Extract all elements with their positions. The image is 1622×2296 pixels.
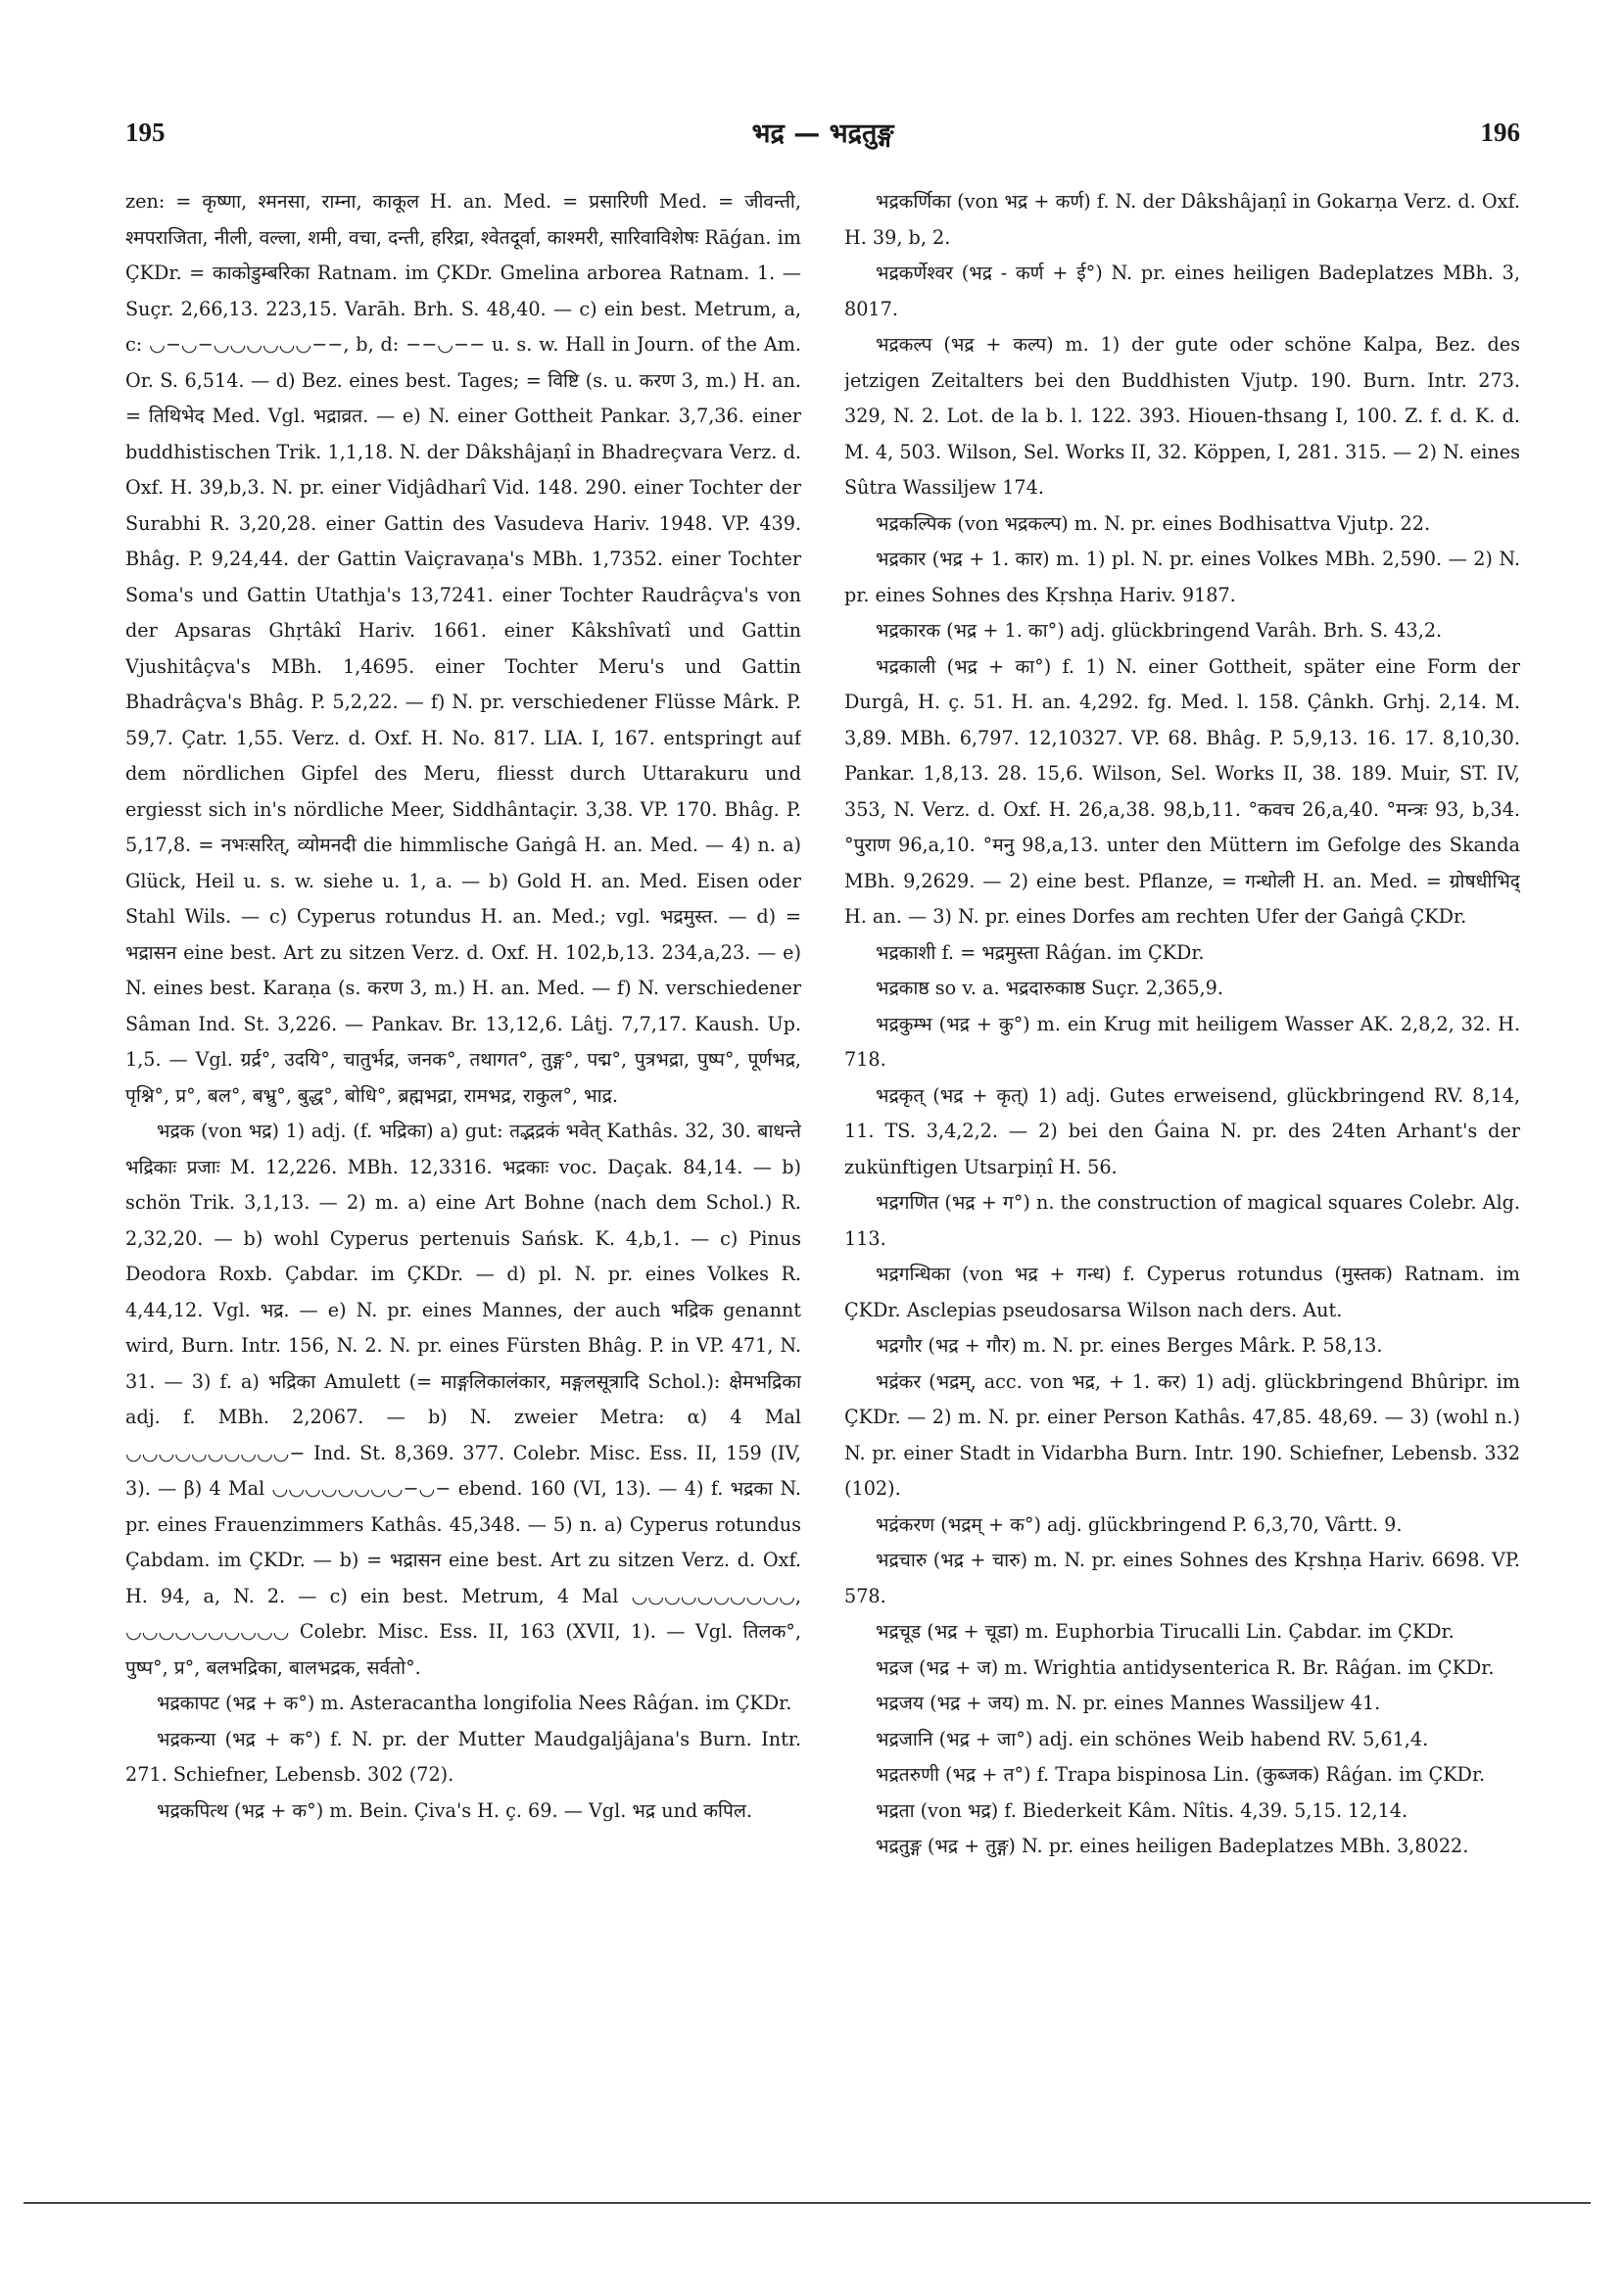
page-number-left: 195 bbox=[125, 118, 166, 147]
dictionary-entry: भद्रकुम्भ (भद्र + कु°) m. ein Krug mit heiligem Wasser AK. 2,8,2, 32. H. 718. bbox=[844, 1012, 1520, 1071]
dictionary-entry: zen: = कृष्णा, श्मनसा, राम्ना, काकूल H. an. Med. = प्रसारिणी Med. = जीवन्ती, श्मपराजिता, नीली, वल्ला, शमी, वचा, दन्ती, हरिद्रा, श्वेतदूर्वा, काश्मरी, सारिवाविशेषः Rāǵan. im ÇKDr. = काकोडुम्बरिका Ratnam. im ÇKDr. Gmelina arborea Ratnam. 1. — Suçr. 2,66,13. 223,15. Varāh. Brh. S. 48,40. — c) ein best. Metrum, a, c: ◡−◡−◡◡◡◡◡◡−−, b, d: −−◡−− u. s. w. Hall in Journ. of the Am. Or. S. 6,514. — d) Bez. eines best. Tages; = विष्टि (s. u. करण 3, m.) H. an. = तिथिभेद Med. Vgl. भद्राव्रत. — e) N. einer Gottheit Pankar. 3,7,36. einer buddhistischen Trik. 1,1,18. N. der Dâkshâjaṇî in Bhadreçvara Verz. d. Oxf. H. 39,b,3. N. pr. einer Vidjâdharî Vid. 148. 290. einer Tochter der Surabhi R. 3,20,28. einer Gattin des Vasudeva Hariv. 1948. VP. 439. Bhâg. P. 9,24,44. der Gattin Vaiçravaṇa's MBh. 1,7352. einer Tochter Soma's und Gattin Utathja's 13,7241. einer Tochter Raudrâçva's von der Apsaras Ghṛtâkî Hariv. 1661. einer Kâkshîvatî und Gattin Vjushitâçva's MBh. 1,4695. einer Tochter Meru's und Gattin Bhadrâçva's Bhâg. P. 5,2,22. — f) N. pr. verschiedener Flüsse Mârk. P. 59,7. Çatr. 1,55. Verz. d. Oxf. H. No. 817. LIA. I, 167. entspringt auf dem nördlichen Gipfel des Meru, fliesst durch Uttarakuru und ergiesst sich in's nördliche Meer, Siddhântaçir. 3,38. VP. 170. Bhâg. P. 5,17,8. = नभःसरित्, व्योमनदी die himmlische Gaṅgâ H. an. Med. — 4) n. a) Glück, Heil u. s. w. siehe u. 1, a. — b) Gold H. an. Med. Eisen oder Stahl Wils. — c) Cyperus rotundus H. an. Med.; vgl. भद्रमुस्त. — d) = भद्रासन eine best. Art zu sitzen Verz. d. Oxf. H. 102,b,13. 234,a,23. — e) N. eines best. Karaṇa (s. करण 3, m.) H. an. Med. — f) N. verschiedener Sâman Ind. St. 3,226. — Pankav. Br. 13,12,6. Lâṭj. 7,7,17. Kaush. Up. 1,5. — Vgl. ग्रर्द्र°, उदयि°, चातुर्भद्र, जनक°, तथागत°, तुङ्ग°, पद्म°, पुत्रभद्रा, पुष्प°, पूर्णभद्र, पृश्नि°, प्र°, बल°, बभ्रु°, बुद्ध°, बोधि°, ब्रह्मभद्रा, रामभद्र, राकुल°, भाद्र. bbox=[125, 190, 801, 1107]
catchwords: भद्र — भद्रतुङ्ग bbox=[751, 119, 894, 149]
dictionary-entry: भद्रतुङ्ग (भद्र + तुङ्ग) N. pr. eines heiligen Badeplatzes MBh. 3,8022. bbox=[876, 1835, 1469, 1857]
page-header bbox=[125, 118, 1520, 167]
dictionary-entry: भद्रता (von भद्र) f. Biederkeit Kâm. Nîtis. 4,39. 5,15. 12,14. bbox=[876, 1798, 1408, 1822]
dictionary-entry: भद्रकर्णेश्वर (भद्र - कर्ण + ई°) N. pr. eines heiligen Badeplatzes MBh. 3, 8017. bbox=[844, 262, 1520, 320]
dictionary-entry: भद्रक (von भद्र) 1) adj. (f. भद्रिका) a) gut: तद्भद्रकं भवेत् Kathâs. 32, 30. बाधन्ते भद्रिकाः प्रजाः M. 12,226. MBh. 12,3316. भद्रकाः voc. Daçak. 84,14. — b) schön Trik. 3,1,13. — 2) m. a) eine Art Bohne (nach dem Schol.) R. 2,32,20. — b) wohl Cyperus pertenuis Sańsk. K. 4,b,1. — c) Pinus Deodora Roxb. Çabdar. im ÇKDr. — d) pl. N. pr. eines Volkes R. 4,44,12. Vgl. भद्र. — e) N. pr. eines Mannes, der auch भद्रिक genannt wird, Burn. Intr. 156, N. 2. N. pr. eines Fürsten Bhâg. P. in VP. 471, N. 31. — 3) f. a) भद्रिका Amulett (= माङ्गलिकालंकार, मङ्गलसूत्रादि Schol.): क्षेमभद्रिका adj. f. MBh. 2,2067. — b) N. zweier Metra: α) 4 Mal ◡◡◡◡◡◡◡◡◡◡− Ind. St. 8,369. 377. Colebr. Misc. Ess. II, 159 (IV, 3). — β) 4 Mal ◡◡◡◡◡◡◡◡−◡− ebend. 160 (VI, 13). — 4) f. भद्रका N. pr. eines Frauenzimmers Kathâs. 45,348. — 5) n. a) Cyperus rotundus Çabdam. im ÇKDr. — b) = भद्रासन eine best. Art zu sitzen Verz. d. Oxf. H. 94, a, N. 2. — c) ein best. Metrum, 4 Mal ◡◡◡◡◡◡◡◡◡◡, ◡◡◡◡◡◡◡◡◡◡ Colebr. Misc. Ess. II, 163 (XVII, 1). — Vgl. तिलक°, पुष्प°, प्र°, बलभद्रिका, बालभद्रक, सर्वतो°. bbox=[125, 1120, 801, 1679]
bottom-rule bbox=[24, 2202, 1591, 2204]
dictionary-entry: भद्रजय (भद्र + जय) m. N. pr. eines Mannes Wassiljew 41. bbox=[876, 1692, 1381, 1714]
dictionary-entry: भद्रगणित (भद्र + ग°) n. the construction of magical squares Colebr. Alg. 113. bbox=[844, 1191, 1520, 1250]
dictionary-entry: भद्रकाली (भद्र + का°) f. 1) N. einer Gottheit, später eine Form der Durgâ, H. ç. 51. H. an. 4,292. fg. Med. l. 158. Çânkh. Grhj. 2,14. M. 3,89. MBh. 6,797. 12,10327. VP. 68. Bhâg. P. 5,9,13. 16. 17. 8,10,30. Pankar. 1,8,13. 28. 15,6. Wilson, Sel. Works II, 38. 189. Muir, ST. IV, 353, N. Verz. d. Oxf. H. 26,a,38. 98,b,11. °कवच 26,a,40. °मन्त्रः 93, b,34. °पुराण 96,a,10. °मनु 98,a,13. unter den Müttern im Gefolge des Skanda MBh. 9,2629. — 2) eine best. Pflanze, = गन्धोली H. an. Med. = ग्रोषधीभिद् H. an. — 3) N. pr. eines Dorfes am rechten Ufer der Gaṅgâ ÇKDr. bbox=[844, 654, 1520, 928]
dictionary-entry: भद्रचारु (भद्र + चारु) m. N. pr. eines Sohnes des Kṛshṇa Hariv. 6698. VP. 578. bbox=[844, 1549, 1520, 1607]
dictionary-entry: भद्रंकर (भद्रम्, acc. von भद्र, + 1. कर) 1) adj. glückbringend Bhûripr. im ÇKDr. — 2) m. N. pr. einer Person Kathâs. 47,85. 48,69. — 3) (wohl n.) N. pr. einer Stadt in Vidarbha Burn. Intr. 190. Schiefner, Lebensb. 332 (102). bbox=[844, 1369, 1520, 1500]
dictionary-entry: भद्रकारक (भद्र + 1. का°) adj. glückbringend Varâh. Brh. S. 43,2. bbox=[876, 619, 1443, 642]
dictionary-entry: भद्रकपित्थ (भद्र + क°) m. Bein. Çiva's H. ç. 69. — Vgl. भद्र und कपिल. bbox=[157, 1798, 753, 1822]
dictionary-entry: भद्रकर्णिका (von भद्र + कर्ण) f. N. der Dâkshâjaṇî in Gokarṇa Verz. d. Oxf. H. 39, b, 2. bbox=[844, 190, 1520, 249]
page-number-right: 196 bbox=[1480, 118, 1520, 147]
right-column bbox=[844, 184, 1520, 2099]
dictionary-entry: भद्रंकरण (भद्रम् + क°) adj. glückbringend P. 6,3,70, Vârtt. 9. bbox=[876, 1512, 1403, 1536]
dictionary-entry: भद्रजानि (भद्र + जा°) adj. ein schönes Weib habend RV. 5,61,4. bbox=[876, 1727, 1429, 1750]
left-column bbox=[125, 184, 801, 2099]
dictionary-entry: भद्रकल्पिक (von भद्रकल्प) m. N. pr. eines Bodhisattva Vjutp. 22. bbox=[876, 511, 1431, 535]
dictionary-entry: भद्रकृत् (भद्र + कृत्) 1) adj. Gutes erweisend, glückbringend RV. 8,14, 11. TS. 3,4,2,2. — 2) bei den Ǵaina N. pr. des 24ten Arhant's der zukünftigen Utsarpiṇî H. 56. bbox=[844, 1083, 1520, 1178]
dictionary-entry: भद्रज (भद्र + ज) m. Wrightia antidysenterica R. Br. Râǵan. im ÇKDr. bbox=[876, 1655, 1495, 1679]
dictionary-entry: भद्रकाष्ठ so v. a. भद्रदारुकाष्ठ Suçr. 2,365,9. bbox=[876, 977, 1223, 999]
dictionary-entry: भद्रकाशी f. = भद्रमुस्ता Râǵan. im ÇKDr. bbox=[876, 940, 1205, 964]
dictionary-entry: भद्रकन्या (भद्र + क°) f. N. pr. der Mutter Maudgaljâjana's Burn. Intr. 271. Schiefner, Lebensb. 302 (72). bbox=[125, 1727, 801, 1786]
dictionary-entry: भद्रगन्धिका (von भद्र + गन्ध) f. Cyperus rotundus (मुस्तक) Ratnam. im ÇKDr. Asclepias pseudosarsa Wilson nach ders. Aut. bbox=[844, 1263, 1520, 1321]
dictionary-entry: भद्रकार (भद्र + 1. कार) m. 1) pl. N. pr. eines Volkes MBh. 2,590. — 2) N. pr. eines Sohnes des Kṛshṇa Hariv. 9187. bbox=[844, 548, 1520, 606]
dictionary-entry: भद्रगौर (भद्र + गौर) m. N. pr. eines Berges Mârk. P. 58,13. bbox=[876, 1334, 1383, 1357]
dictionary-entry: भद्रचूड (भद्र + चूडा) m. Euphorbia Tirucalli Lin. Çabdar. im ÇKDr. bbox=[876, 1620, 1455, 1643]
dictionary-entry: भद्रकापट (भद्र + क°) m. Asteracantha longifolia Nees Râǵan. im ÇKDr. bbox=[157, 1692, 792, 1714]
dictionary-entry: भद्रतरुणी (भद्र + त°) f. Trapa bispinosa Lin. (कुब्जक) Râǵan. im ÇKDr. bbox=[876, 1763, 1486, 1786]
dictionary-entry: भद्रकल्प (भद्र + कल्प) m. 1) der gute oder schöne Kalpa, Bez. des jetzigen Zeitalters bei den Buddhisten Vjutp. 190. Burn. Intr. 273. 329, N. 2. Lot. de la b. l. 122. 393. Hiouen-thsang I, 100. Z. f. d. K. d. M. 4, 503. Wilson, Sel. Works II, 32. Köppen, I, 281. 315. — 2) N. eines Sûtra Wassiljew 174. bbox=[844, 333, 1520, 499]
